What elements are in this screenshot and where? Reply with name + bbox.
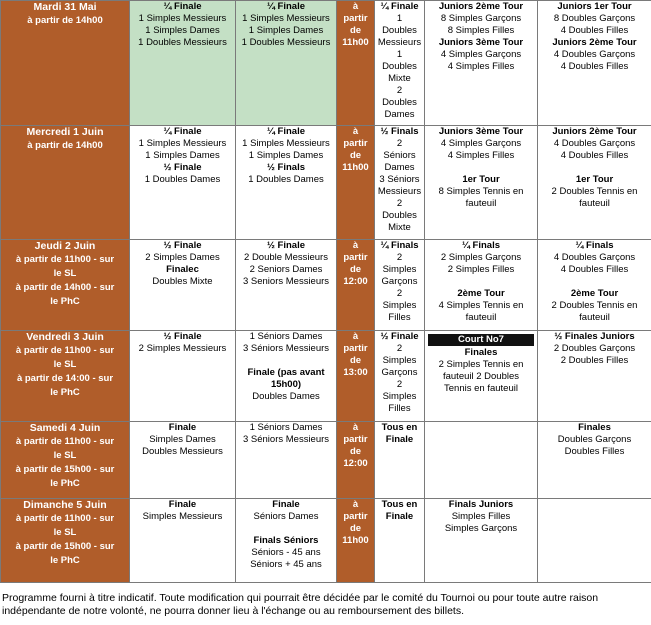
match-line: Simples Filles — [451, 511, 511, 522]
court-2-cell — [236, 422, 337, 499]
match-line: 4 Simples Garçons — [440, 49, 522, 60]
start-time: le PhC — [50, 555, 80, 566]
time-line: de — [349, 446, 362, 457]
match-line: Simples — [382, 264, 417, 275]
match-line: 2 — [396, 343, 403, 354]
time-line: partir — [343, 434, 368, 445]
match-line: Dames — [384, 162, 415, 173]
match-line: 1 Doubles Messieurs — [241, 37, 331, 48]
round-label: ½ Finale — [266, 240, 305, 251]
court-4-cell — [425, 331, 538, 422]
round-label: Finalec — [166, 264, 199, 275]
match-line: 3 Seniors Messieurs — [242, 276, 330, 287]
time-line: à — [352, 422, 359, 433]
schedule-row — [1, 499, 651, 583]
round-label: Juniors 2ème Tour — [552, 126, 637, 137]
round-label: Finale — [168, 422, 197, 433]
round-label: Tous en — [381, 422, 418, 433]
match-line: Doubles — [382, 97, 417, 108]
day-cell — [1, 240, 130, 331]
time-cell — [337, 126, 375, 240]
court-5-cell — [538, 126, 651, 240]
start-time: à partir de 11h00 - sur — [15, 254, 115, 265]
round-label: Finals Juniors — [448, 499, 514, 510]
match-line: 4 Doubles Garçons — [553, 49, 636, 60]
court-1-cell — [130, 499, 236, 583]
match-line: 1 Simples Dames — [145, 150, 220, 161]
schedule-row — [1, 1, 651, 126]
match-line: 4 Simples Tennis en — [438, 300, 524, 311]
start-time: à partir de 11h00 - sur — [15, 345, 115, 356]
start-time: le SL — [53, 527, 77, 538]
time-line: de — [349, 25, 362, 36]
match-line: Doubles Mixte — [152, 276, 213, 287]
court-no7-badge: Court No7 — [428, 334, 534, 346]
day-name: Vendredi 3 Juin — [26, 331, 104, 343]
match-line: 4 Doubles Filles — [560, 264, 629, 275]
schedule-row — [1, 126, 651, 240]
court-5-cell — [538, 422, 651, 499]
match-line: Doubles Dames — [252, 391, 320, 402]
match-line: 2 Doubles Filles — [560, 355, 629, 366]
disclaimer-text: Programme fourni à titre indicatif. Toute modification qui pourrait être décidée par le comité du Tournoi ou pour toute autre raison indépendante de notre volonté, ne pourra donner lieu à l'échange ou au remboursement des billets. — [2, 592, 599, 617]
time-line: à — [352, 499, 359, 510]
time-line: à — [352, 240, 359, 251]
match-line: Séniors + 45 ans — [250, 559, 322, 570]
round-label: Juniors 3ème Tour — [438, 37, 524, 48]
court-3-cell — [375, 240, 425, 331]
match-line: fauteuil — [579, 198, 610, 209]
round-label: Juniors 2ème Tour — [552, 37, 637, 48]
court-2-cell — [236, 240, 337, 331]
match-line: 4 Simples Filles — [447, 150, 515, 161]
court-1-cell — [130, 1, 236, 126]
round-label: ½ Finale — [163, 331, 202, 342]
spacer — [538, 276, 651, 288]
court-3-cell — [375, 499, 425, 583]
time-cell — [337, 1, 375, 126]
round-label: ¼ Finals — [461, 240, 500, 251]
court-1-cell — [130, 422, 236, 499]
spacer — [425, 276, 537, 288]
day-cell — [1, 126, 130, 240]
start-time: le PhC — [50, 296, 80, 307]
match-line: 1 Simples Dames — [248, 150, 324, 161]
round-label: ½ Finales Juniors — [554, 331, 635, 342]
round-label: 2ème Tour — [570, 288, 619, 299]
court-3-cell — [375, 1, 425, 126]
court-5-cell — [538, 1, 651, 126]
court-4-cell — [425, 126, 538, 240]
match-line: 2 Simples Tennis en — [438, 359, 524, 370]
round-label: Juniors 2ème Tour — [438, 1, 524, 12]
court-3-cell — [375, 126, 425, 240]
time-line: de — [349, 355, 362, 366]
round-label: Finale (pas avant — [247, 367, 325, 378]
round-label: ¼ Finals — [575, 240, 614, 251]
match-line: 2 — [396, 288, 403, 299]
round-label: Juniors 1er Tour — [557, 1, 632, 12]
match-line: fauteuil — [465, 312, 497, 323]
round-label: ¼ Finale — [380, 1, 419, 12]
match-line: 8 Simples Filles — [447, 25, 515, 36]
match-line: 2 Simples Garçons — [440, 252, 522, 263]
time-line: 12:00 — [343, 458, 368, 469]
match-line: 4 Doubles Filles — [560, 61, 629, 72]
round-label: ¼ Finals — [380, 240, 419, 251]
start-time: le SL — [53, 268, 77, 279]
round-label: Finales — [578, 422, 611, 433]
match-line: 2 — [396, 252, 403, 263]
round-label: 1er Tour — [575, 174, 614, 185]
time-line: 13:00 — [343, 367, 368, 378]
match-line: Filles — [388, 312, 411, 323]
start-time: à partir de 14:00 - sur — [16, 373, 114, 384]
start-time: le PhC — [50, 478, 80, 489]
match-line: Doubles Filles — [564, 446, 625, 457]
match-line: 8 Simples Tennis en — [438, 186, 524, 197]
match-line: Doubles Messieurs — [142, 446, 223, 457]
round-label: ½ Finale — [380, 331, 419, 342]
time-line: 12:00 — [343, 276, 368, 287]
match-line: 4 Simples Filles — [447, 61, 515, 72]
match-line: 2 Double Messieurs — [244, 252, 328, 263]
round-label: ¼ Finale — [163, 1, 202, 12]
match-line: 1 — [396, 13, 403, 24]
match-line: 3 Séniors Messieurs — [242, 434, 330, 445]
time-line: partir — [343, 252, 368, 263]
match-line: Messieurs — [377, 37, 422, 48]
start-time: à partir de 14h00 — [27, 15, 103, 26]
match-line: 2 — [396, 198, 403, 209]
spacer — [425, 162, 537, 174]
match-line: Simples — [382, 355, 417, 366]
round-label: 2ème Tour — [457, 288, 505, 299]
schedule-row — [1, 331, 651, 422]
day-cell — [1, 422, 130, 499]
time-line: 11h00 — [342, 37, 369, 48]
match-line: 2 Seniors Dames — [249, 264, 323, 275]
time-line: à — [352, 1, 359, 12]
court-3-cell — [375, 331, 425, 422]
match-line: 4 Doubles Filles — [560, 25, 629, 36]
match-line: Messieurs — [377, 186, 422, 197]
round-label: Tous en — [381, 499, 418, 510]
match-line: Séniors Dames — [253, 511, 319, 522]
day-name: Dimanche 5 Juin — [23, 499, 107, 511]
match-line: 2 — [396, 379, 403, 390]
round-label: ¼ Finale — [266, 1, 305, 12]
start-time: à partir de 15h00 - sur — [15, 464, 115, 475]
match-line: 4 Doubles Garçons — [553, 138, 636, 149]
match-line: 1 Doubles Messieurs — [138, 37, 227, 48]
court-2-cell — [236, 499, 337, 583]
court-2-cell — [236, 1, 337, 126]
round-label: 15h00) — [270, 379, 302, 390]
schedule-row — [1, 422, 651, 499]
time-line: partir — [343, 511, 368, 522]
time-line: 11h00 — [342, 535, 369, 546]
spacer — [236, 355, 336, 367]
match-line: Garçons — [381, 276, 418, 287]
round-label: Finale — [385, 434, 414, 445]
round-label: ½ Finals — [380, 126, 419, 137]
round-label: ¼ Finale — [163, 126, 202, 137]
court-4-cell — [425, 240, 538, 331]
match-line: Simples — [382, 300, 417, 311]
court-1-cell — [130, 331, 236, 422]
day-cell — [1, 331, 130, 422]
spacer — [236, 523, 336, 535]
match-line: Doubles — [382, 210, 417, 221]
court-1-cell — [130, 126, 236, 240]
match-line: 8 Doubles Garçons — [553, 13, 636, 24]
court-4-cell — [425, 1, 538, 126]
match-line: 2 — [396, 138, 403, 149]
match-line: 4 Simples Garçons — [440, 138, 522, 149]
match-line: 8 Simples Garçons — [440, 13, 522, 24]
match-line: 2 — [396, 85, 403, 96]
match-line: Dames — [384, 109, 415, 120]
match-line: 4 Doubles Filles — [560, 150, 629, 161]
round-label: ½ Finals — [266, 162, 305, 173]
round-label: ½ Finale — [163, 162, 202, 173]
round-label: Juniors 3ème Tour — [438, 126, 524, 137]
round-label: Finale — [168, 499, 197, 510]
match-line: 1 — [396, 49, 403, 60]
time-cell — [337, 331, 375, 422]
match-line: 1 Simples Dames — [248, 25, 324, 36]
start-time: le SL — [53, 450, 77, 461]
match-line: 2 Doubles Tennis en — [551, 300, 638, 311]
court-5-cell — [538, 240, 651, 331]
match-line: fauteuil — [579, 312, 610, 323]
match-line: Doubles — [382, 25, 417, 36]
match-line: Séniors — [383, 150, 416, 161]
match-line: 3 Séniors Messieurs — [242, 343, 330, 354]
round-label: ½ Finale — [163, 240, 202, 251]
time-cell — [337, 240, 375, 331]
match-line: 1 Simples Messieurs — [138, 13, 227, 24]
match-line: 4 Doubles Garçons — [553, 252, 636, 263]
match-line: Simples — [382, 391, 417, 402]
court-5-cell — [538, 499, 651, 583]
court-2-cell — [236, 331, 337, 422]
round-label: Finals Séniors — [253, 535, 319, 546]
match-line: fauteuil 2 Doubles — [442, 371, 520, 382]
start-time: le SL — [53, 359, 77, 370]
day-cell — [1, 1, 130, 126]
round-label: ¼ Finale — [266, 126, 305, 137]
match-line: 1 Doubles Dames — [248, 174, 324, 185]
match-line: 2 Doubles Tennis en — [551, 186, 638, 197]
match-line: 2 Doubles Garçons — [553, 343, 636, 354]
match-line: Séniors - 45 ans — [251, 547, 321, 558]
court-1-cell — [130, 240, 236, 331]
day-cell — [1, 499, 130, 583]
match-line: 2 Simples Filles — [447, 264, 515, 275]
match-line: 1 Simples Messieurs — [242, 138, 330, 149]
start-time: à partir de 11h00 - sur — [15, 436, 115, 447]
time-line: de — [349, 150, 362, 161]
round-label: Finale — [385, 511, 414, 522]
schedule-row — [1, 240, 651, 331]
time-cell — [337, 422, 375, 499]
match-line: fauteuil — [465, 198, 497, 209]
court-4-cell — [425, 499, 538, 583]
match-line: Garçons — [381, 367, 418, 378]
time-cell — [337, 499, 375, 583]
day-name: Jeudi 2 Juin — [34, 240, 96, 252]
start-time: à partir de 15h00 - sur — [15, 541, 115, 552]
time-line: partir — [343, 343, 368, 354]
match-line: Simples Garçons — [444, 523, 518, 534]
match-line: Simples Messieurs — [142, 511, 223, 522]
match-line: 1 Simples Messieurs — [242, 13, 330, 24]
day-name: Mardi 31 Mai — [33, 1, 97, 13]
time-line: à — [352, 126, 359, 137]
day-name: Mercredi 1 Juin — [26, 126, 104, 138]
match-line: Mixte — [388, 222, 411, 233]
match-line: Mixte — [388, 73, 411, 84]
match-line: Doubles Garçons — [557, 434, 632, 445]
match-line: 1 Séniors Dames — [249, 422, 323, 433]
match-line: 1 Simples Messieurs — [138, 138, 227, 149]
day-name: Samedi 4 Juin — [29, 422, 101, 434]
court-5-cell — [538, 331, 651, 422]
match-line: Tennis en fauteuil — [444, 383, 518, 394]
round-label: 1er Tour — [462, 174, 500, 185]
match-line: 3 Séniors — [379, 174, 420, 185]
court-4-cell — [425, 422, 538, 499]
match-line: 1 Séniors Dames — [249, 331, 323, 342]
spacer — [538, 162, 651, 174]
match-line: 2 Simples Dames — [145, 252, 220, 263]
round-label: Finales — [464, 347, 498, 358]
start-time: le PhC — [50, 387, 80, 398]
time-line: à — [352, 331, 359, 342]
round-label: Finale — [272, 499, 300, 510]
match-line: Simples Dames — [149, 434, 216, 445]
match-line: 1 Doubles Dames — [144, 174, 221, 185]
time-line: de — [349, 523, 362, 534]
match-line: 1 Simples Dames — [145, 25, 220, 36]
court-2-cell — [236, 126, 337, 240]
match-line: Filles — [388, 403, 411, 414]
time-line: 11h00 — [342, 162, 369, 173]
start-time: à partir de 14h00 - sur — [15, 282, 115, 293]
court-3-cell — [375, 422, 425, 499]
time-line: partir — [343, 13, 368, 24]
time-line: de — [349, 264, 362, 275]
match-line: 2 Simples Messieurs — [138, 343, 227, 354]
time-line: partir — [343, 138, 368, 149]
match-line: Doubles — [382, 61, 417, 72]
start-time: à partir de 14h00 — [27, 140, 103, 151]
start-time: à partir de 11h00 - sur — [15, 513, 115, 524]
